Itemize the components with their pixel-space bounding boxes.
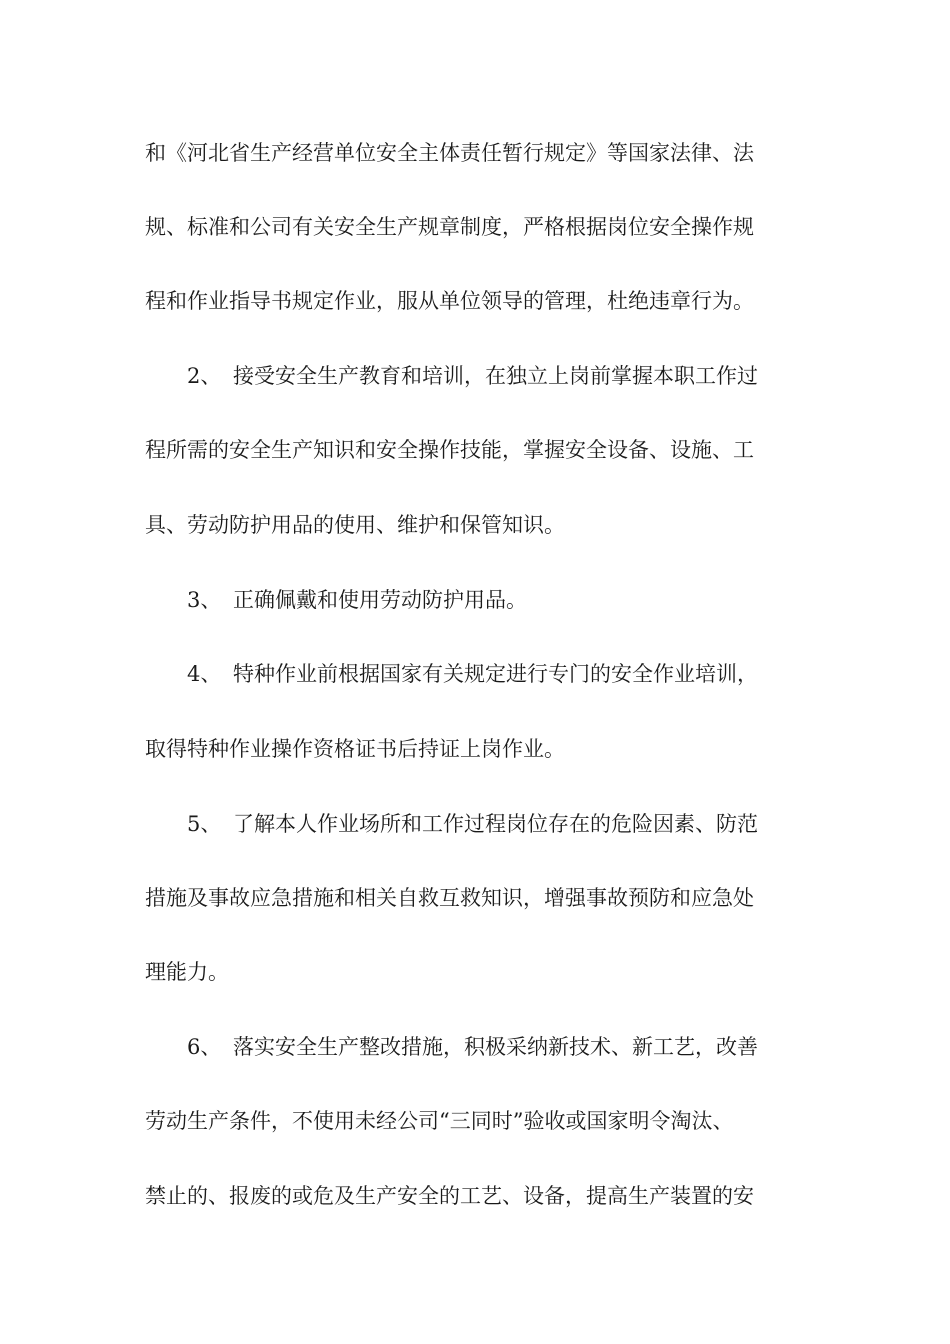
text-line: [145, 883, 810, 913]
line-text: 措施及事故应急措施和相关自救互救知识，增强事故预防和应急处: [145, 886, 754, 910]
item-number: 6、: [187, 1035, 222, 1059]
text-line: [145, 286, 810, 316]
line-text: 禁止的、报废的或危及生产安全的工艺、设备，提高生产装置的安: [145, 1184, 754, 1208]
text-line: [145, 510, 810, 540]
line-text: 特种作业前根据国家有关规定进行专门的安全作业培训，: [233, 662, 758, 686]
line-text: 劳动生产条件，不使用未经公司“三同时”验收或国家明令淘汰、: [145, 1109, 734, 1133]
list-item-5-first-line: [187, 809, 810, 839]
line-text: 接受安全生产教育和培训，在独立上岗前掌握本职工作过: [233, 364, 758, 388]
line-text: 取得特种作业操作资格证书后持证上岗作业。: [145, 737, 565, 761]
list-item-6-first-line: [187, 1032, 810, 1062]
line-text: 理能力。: [145, 960, 229, 984]
line-text: 规、标准和公司有关安全生产规章制度，严格根据岗位安全操作规: [145, 215, 754, 239]
text-line: [145, 734, 810, 764]
line-text: 落实安全生产整改措施，积极采纳新技术、新工艺，改善: [233, 1035, 758, 1059]
item-number: 4、: [187, 662, 222, 686]
item-number: 5、: [187, 812, 222, 836]
line-text: 正确佩戴和使用劳动防护用品。: [233, 588, 527, 612]
item-number: 2、: [187, 364, 222, 388]
text-line: [145, 435, 810, 465]
line-text: 程所需的安全生产知识和安全操作技能，掌握安全设备、设施、工: [145, 438, 754, 462]
text-line: [145, 1181, 810, 1211]
text-line: [145, 138, 810, 168]
item-number: 3、: [187, 588, 222, 612]
text-line: [145, 957, 810, 987]
text-line: [145, 212, 810, 242]
list-item-3-first-line: [187, 585, 810, 615]
line-text: 了解本人作业场所和工作过程岗位存在的危险因素、防范: [233, 812, 758, 836]
text-line: [145, 1106, 810, 1136]
list-item-2-first-line: [187, 361, 810, 391]
line-text: 程和作业指导书规定作业，服从单位领导的管理，杜绝违章行为。: [145, 289, 754, 313]
line-text: 具、劳动防护用品的使用、维护和保管知识。: [145, 513, 565, 537]
list-item-4-first-line: [187, 659, 810, 689]
line-text: 和《河北省生产经营单位安全主体责任暂行规定》等国家法律、法: [145, 141, 754, 165]
